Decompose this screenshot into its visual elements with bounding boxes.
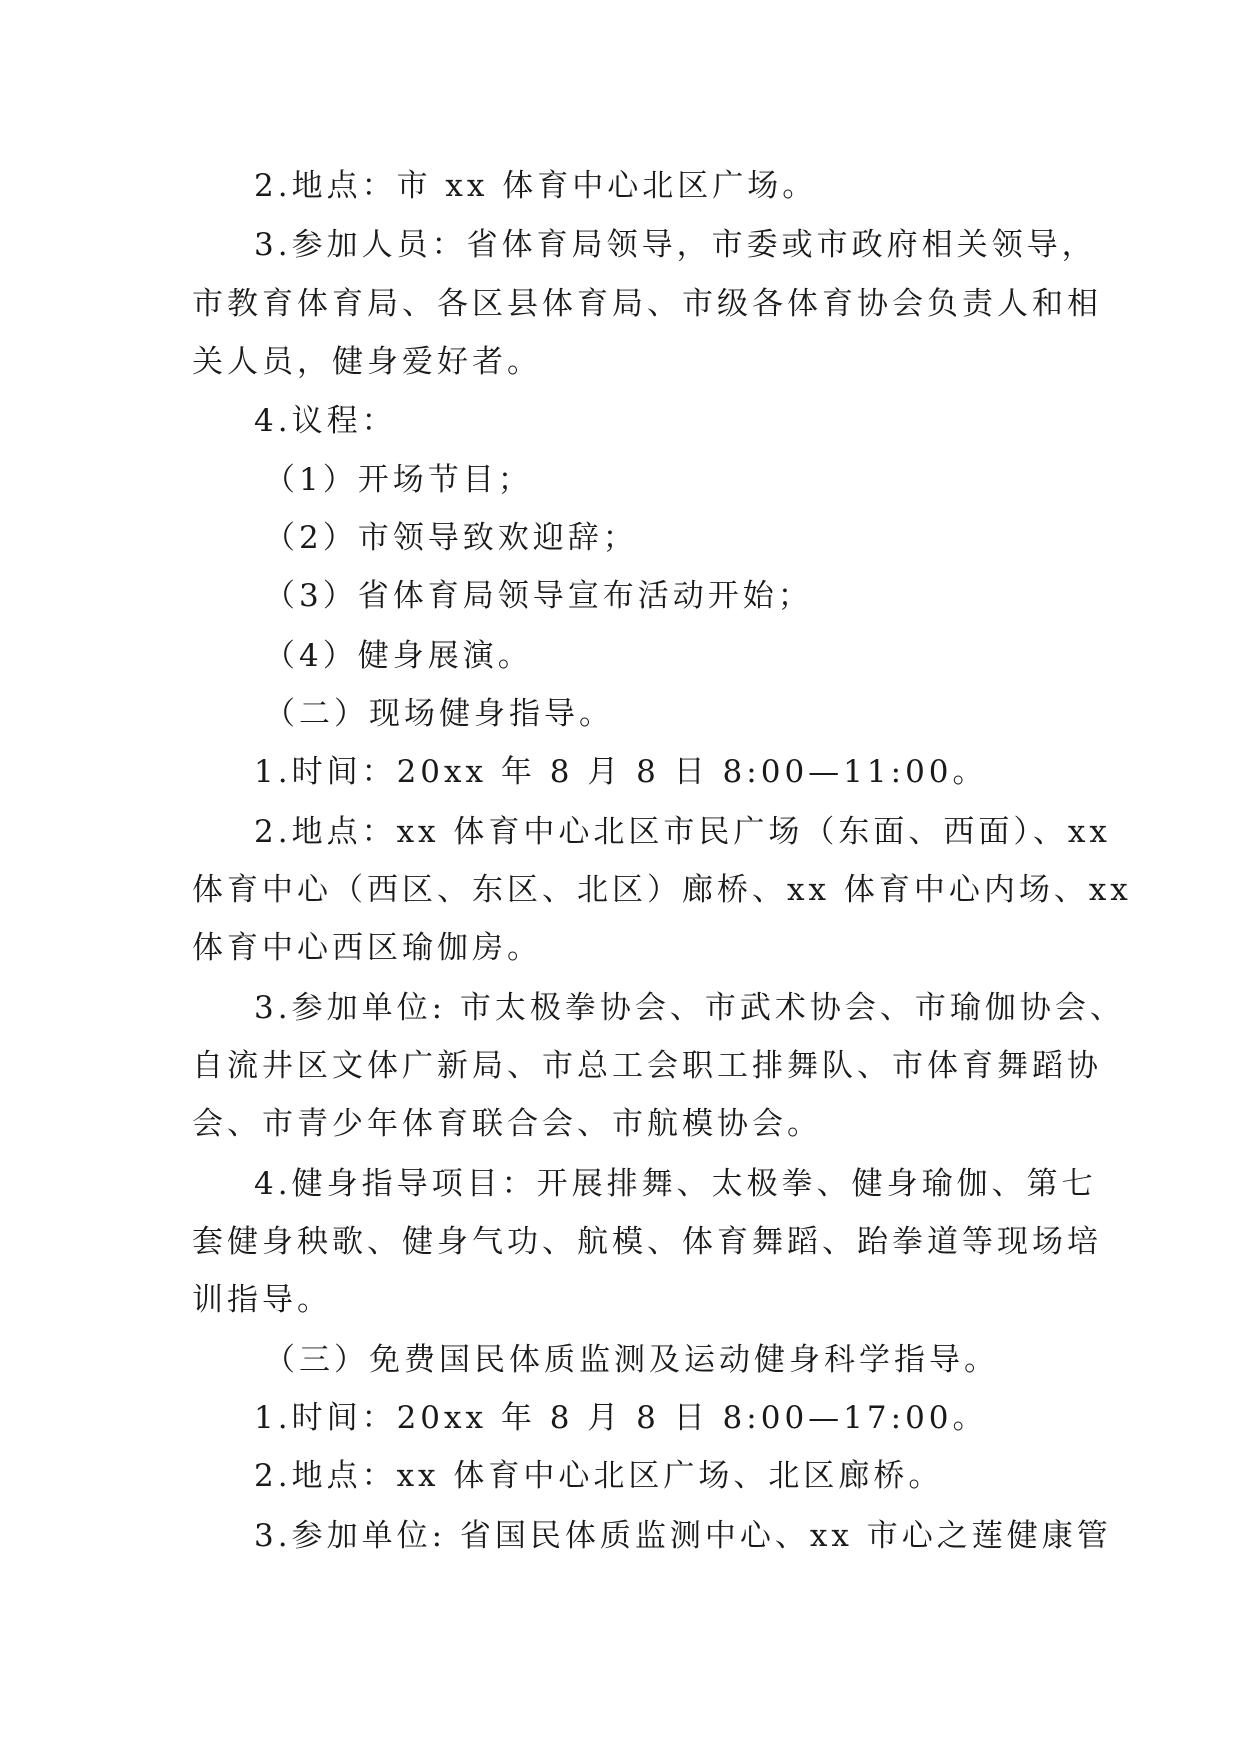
text-line: （1）开场节目； (264, 462, 533, 498)
section-heading: （二）现场健身指导。 (264, 696, 614, 732)
text-line: 1.时间：20xx 年 8 月 8 日 8:00—11:00。 (254, 754, 988, 790)
text-line: 市教育体育局、各区县体育局、市级各体育协会负责人和相 (192, 286, 1102, 322)
text-line: 4.议程： (254, 403, 397, 439)
text-line: 关人员，健身爱好者。 (192, 344, 542, 380)
text-line: 会、市青少年体育联合会、市航模协会。 (192, 1106, 822, 1142)
text-line: 2.地点：xx 体育中心北区市民广场（东面、西面）、xx (254, 814, 1111, 850)
text-line: 自流井区文体广新局、市总工会职工排舞队、市体育舞蹈协 (192, 1048, 1102, 1084)
text-line: （2）市领导致欢迎辞； (264, 520, 638, 556)
text-line: 训指导。 (192, 1282, 332, 1318)
text-line: （4）健身展演。 (264, 638, 533, 674)
text-line: 4.健身指导项目：开展排舞、太极拳、健身瑜伽、第七 (254, 1166, 1097, 1202)
text-line: （3）省体育局领导宣布活动开始； (264, 578, 813, 614)
text-line: 3.参加人员：省体育局领导，市委或市政府相关领导， (254, 227, 1097, 263)
text-line: 3.参加单位: 市太极拳协会、市武术协会、市瑜伽协会、 (254, 990, 1125, 1026)
text-line: 体育中心西区瑜伽房。 (192, 930, 542, 966)
text-line: 套健身秧歌、健身气功、航模、体育舞蹈、跆拳道等现场培 (192, 1224, 1102, 1260)
text-line: 2.地点：xx 体育中心北区广场、北区廊桥。 (254, 1458, 944, 1494)
text-line: 1.时间：20xx 年 8 月 8 日 8:00—17:00。 (254, 1400, 988, 1436)
text-line: 3.参加单位: 省国民体质监测中心、xx 市心之莲健康管 (254, 1518, 1112, 1554)
text-line: 2.地点：市 xx 体育中心北区广场。 (254, 168, 818, 204)
section-heading: （三）免费国民体质监测及运动健身科学指导。 (264, 1342, 999, 1378)
text-line: 体育中心（西区、东区、北区）廊桥、xx 体育中心内场、xx (192, 872, 1132, 908)
